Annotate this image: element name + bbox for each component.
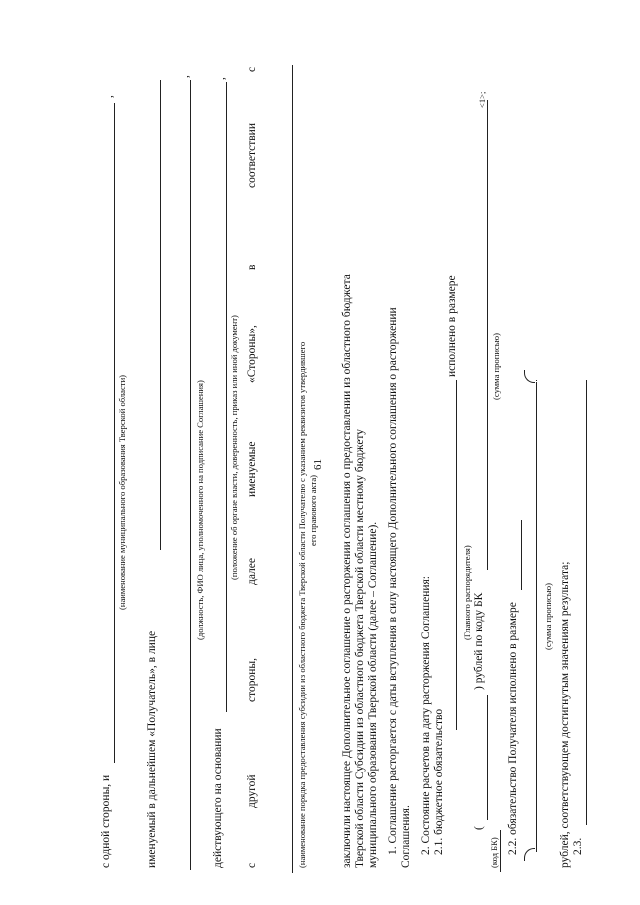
- amount-number-fill-line: [487, 695, 488, 820]
- main-distributor-fill-line: [456, 380, 457, 730]
- amount-2-2-words-fill-line: [536, 382, 537, 852]
- paragraph-line-2: Тверской области Субсидии из областного бюджета Тверской области местному бюджету: [354, 428, 366, 868]
- other-side-word-8: соответствии: [246, 123, 258, 188]
- sum-caption-1: (сумма прописью): [491, 333, 501, 400]
- footnote-ref: <1>;: [477, 91, 487, 108]
- paragraph-line-1: заключили настоящее Дополнительное соглашение о расторжении соглашения о предоставлении из областного бюджета: [341, 274, 353, 868]
- one-side-comma: ,: [103, 95, 115, 98]
- executed-in-amount-text: исполнено в размере: [446, 275, 458, 377]
- amount-words-fill-line: [487, 100, 488, 570]
- official-caption: (должность, ФИО лица, уполномоченного на подписание Соглашения): [195, 380, 205, 640]
- other-side-word-4: далее: [246, 557, 258, 585]
- basis-fill-line: [226, 82, 227, 712]
- sum-caption-2: (сумма прописью): [543, 583, 553, 650]
- item-2-2: 2.2. обязательство Получателя исполнено в размере: [507, 602, 519, 855]
- order-caption-1: (наименование порядка предоставления субсидии из областного бюджета Тверской области Получателю с указанием реквизитов утвердившего: [297, 341, 307, 868]
- other-side-word-9: с: [246, 66, 258, 72]
- kod-bk-caption: (код БК): [489, 837, 499, 868]
- bracket-line-anchor: [536, 380, 537, 381]
- item-2: 2. Состояние расчетов на дату расторжения Соглашения:: [420, 576, 432, 855]
- other-side-word-2: другой: [246, 774, 258, 808]
- item-2-3: 2.3.: [572, 837, 584, 855]
- basis-caption: (положение об органе власти, доверенность, приказ или иной документ): [229, 315, 239, 580]
- other-side-word-7: в: [246, 264, 258, 270]
- amount-2-2-fill-line: [521, 520, 522, 590]
- recipient-fill-line: [160, 80, 161, 550]
- acting-comma: ,: [215, 77, 227, 80]
- one-side-text: с одной стороны, и: [100, 774, 112, 868]
- open-bracket-2-2: [524, 848, 535, 861]
- kod-bk-fill-line: [500, 830, 501, 872]
- other-side-word-5: именуемые: [246, 441, 258, 497]
- rubles-result-text: рублей, соответствующем достигнутым значениям результата;: [559, 561, 571, 868]
- item-2-1: 2.1. бюджетное обязательство: [433, 708, 445, 855]
- other-side-word-6: «Стороны»,: [246, 325, 258, 383]
- municipality-fill-line: [114, 103, 115, 763]
- order-fill-line: [292, 65, 293, 873]
- page-number: 61: [312, 459, 324, 470]
- acting-basis-text: действующего на основании: [212, 728, 224, 868]
- item-1-line-2: Соглашения.: [400, 805, 412, 868]
- recipient-text: именуемый в дальнейшем «Получатель», в лице: [146, 630, 158, 868]
- paren-open: (: [473, 826, 485, 830]
- other-side-word-3: стороны,: [246, 658, 258, 702]
- municipality-caption: (наименование муниципального образования Тверской области): [117, 374, 127, 610]
- order-caption-2: его правового акта): [308, 474, 318, 546]
- close-bracket-2-2: [524, 370, 535, 383]
- paragraph-line-3: муниципального образования Тверской области (далее – Соглашение).: [367, 521, 379, 868]
- item-1-line-1: 1. Соглашение расторгается с даты вступления в силу настоящего Дополнительного соглашения о расторжении: [387, 307, 399, 855]
- main-distributor-caption: (Главного распорядителя): [462, 545, 472, 640]
- official-fill-line: [190, 80, 191, 870]
- rubles-bk-text: ) рублей по коду БК: [473, 592, 485, 690]
- other-side-word-1: с: [246, 862, 258, 868]
- item-2-3-fill-line: [586, 380, 587, 825]
- official-comma: ,: [179, 75, 191, 78]
